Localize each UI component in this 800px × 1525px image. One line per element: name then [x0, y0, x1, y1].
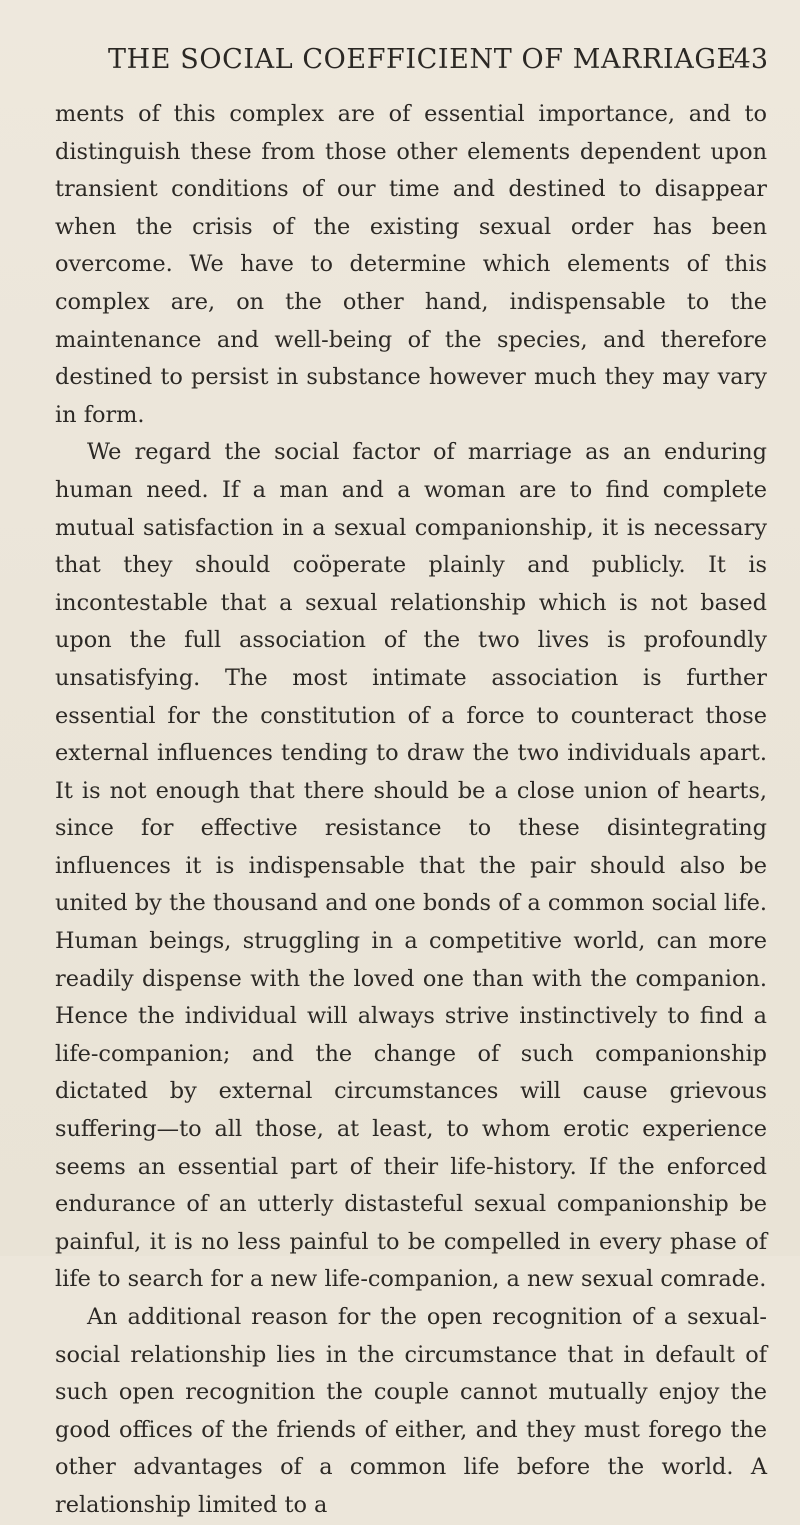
paragraph-additional-reason: An additional reason for the open recognition of a sexual-social relationship lies in the circumstance that in default of such open recognition the couple cannot mutually enjoy the good offices of the friends of either, and they must forego the other advantages of a common life before the world. A relationship limited to a [55, 1304, 767, 1518]
page-number: 43 [733, 44, 768, 75]
running-title: THE SOCIAL COEFFICIENT OF MARRIAGE [108, 44, 737, 75]
page-header [108, 44, 768, 84]
paragraph-social-factor: We regard the social factor of marriage as an enduring human need. If a man and a woman are to find complete mutual satisfaction in a sexual companionship, it is necessary that they should coöperate plainly and publicly. It is incontestable that a sexual relationship which is not based upon the full association of the two lives is profoundly unsatisfying. The most intimate association is further essential for the constitution of a force to counteract those external influences tending to draw the two individuals apart. It is not enough that there should be a close union of hearts, since for effective resistance to these disintegrating influences it is indispensable that the pair should also be united by the thousand and one bonds of a common social life. Human beings, struggling in a competitive world, can more readily dispense with the loved one than with the companion. Hence the individual will always strive instinctively to find a life-companion; and the change of such companionship dictated by external circumstances will cause grievous suffering—to all those, at least, to whom erotic experience seems an essential part of their life-history. If the enforced endurance of an utterly distasteful sexual companionship be painful, it is no less painful to be compelled in every phase of life to search for a new life-companion, a new sexual comrade. [55, 439, 767, 1293]
body-text [55, 96, 767, 1525]
paragraph-continuation: ments of this complex are of essential importance, and to distinguish these from those other elements dependent upon transient conditions of our time and destined to disappear when the crisis of the existing sexual order has been overcome. We have to determine which elements of this complex are, on the other hand, indispensable to the maintenance and well-being of the species, and therefore destined to persist in substance however much they may vary in form. [55, 101, 767, 428]
